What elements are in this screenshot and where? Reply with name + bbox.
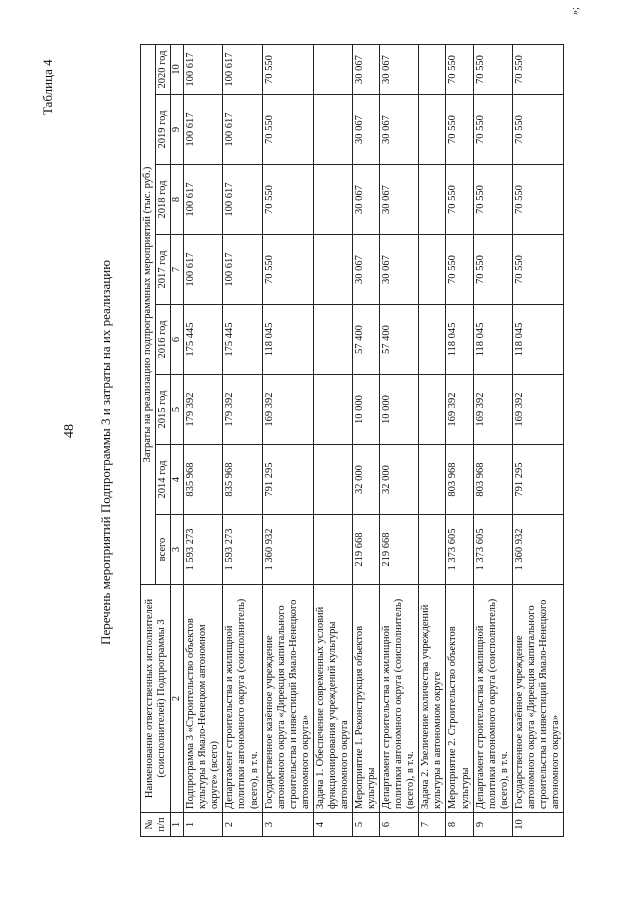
cost-cell: [419, 375, 446, 445]
cost-cell: 30 067: [353, 165, 380, 235]
row-name: Государственное казённое учреждение автономного округа «Дирекция капитального строительства и инвестиций Ямало-Ненецкого автономного округа»: [512, 585, 563, 813]
cost-cell: 803 968: [446, 445, 473, 515]
table-row: [512, 45, 563, 837]
table-row: [446, 45, 473, 837]
cost-cell: [419, 45, 446, 95]
cost-cell: 118 045: [512, 305, 563, 375]
cost-cell: 70 550: [473, 235, 512, 305]
cost-cell: 30 067: [353, 95, 380, 165]
cost-cell: 1 593 273: [184, 515, 223, 585]
cost-cell: 70 550: [473, 45, 512, 95]
table-row: [223, 45, 262, 837]
cost-cell: [313, 515, 352, 585]
row-name: Задача 1. Обеспечение современных условий функционирования учреждений культуры автономного округа: [313, 585, 352, 813]
cost-cell: 835 968: [184, 445, 223, 515]
cost-cell: 791 295: [512, 445, 563, 515]
cost-cell: 30 067: [380, 95, 419, 165]
header-name: Наименование ответственных исполнителей (соисполнителей) Подпрограммы 3: [141, 585, 171, 813]
cost-cell: 169 392: [473, 375, 512, 445]
cost-cell: 118 045: [473, 305, 512, 375]
row-name: Мероприятие 1. Реконструкция объектов культуры: [353, 585, 380, 813]
cost-cell: 70 550: [262, 95, 313, 165]
row-name: Мероприятие 2. Строительство объектов культуры: [446, 585, 473, 813]
cost-cell: 32 000: [353, 445, 380, 515]
cost-cell: [313, 45, 352, 95]
cost-cell: 10 000: [380, 375, 419, 445]
cost-cell: 118 045: [262, 305, 313, 375]
cost-cell: [313, 95, 352, 165]
row-name: Департамент строительства и жилищной политики автономного округа (соисполнитель) (всего), в т.ч.: [473, 585, 512, 813]
row-number: 7: [419, 813, 446, 837]
cost-cell: 100 617: [184, 95, 223, 165]
index-cell: 8: [171, 165, 184, 235]
cost-cell: [313, 375, 352, 445]
index-cell: 10: [171, 45, 184, 95]
header-no: № п/п: [141, 813, 171, 837]
cost-cell: 100 617: [223, 235, 262, 305]
row-number: 2: [223, 813, 262, 837]
cost-cell: 70 550: [446, 235, 473, 305]
costs-table: [140, 44, 564, 837]
cost-cell: 30 067: [380, 45, 419, 95]
index-cell: 9: [171, 95, 184, 165]
row-number: 6: [380, 813, 419, 837]
cost-cell: 70 550: [262, 165, 313, 235]
cost-cell: 1 373 605: [446, 515, 473, 585]
index-cell: 5: [171, 375, 184, 445]
cost-cell: 791 295: [262, 445, 313, 515]
cost-cell: 179 392: [223, 375, 262, 445]
cost-cell: 30 067: [380, 235, 419, 305]
cost-cell: 70 550: [446, 95, 473, 165]
row-number: 10: [512, 813, 563, 837]
cost-cell: 169 392: [262, 375, 313, 445]
cost-cell: 219 668: [353, 515, 380, 585]
header-year: 2020 год: [156, 45, 171, 95]
cost-cell: 57 400: [380, 305, 419, 375]
cost-cell: 1 593 273: [223, 515, 262, 585]
table-row: [380, 45, 419, 837]
cost-cell: 100 617: [184, 45, 223, 95]
header-index-row: [171, 45, 184, 837]
cost-cell: 57 400: [353, 305, 380, 375]
row-number: 5: [353, 813, 380, 837]
row-number: 3: [262, 813, 313, 837]
cost-cell: 100 617: [184, 165, 223, 235]
cost-cell: 70 550: [473, 95, 512, 165]
cost-cell: 1 360 932: [512, 515, 563, 585]
index-cell: 1: [171, 813, 184, 837]
cost-cell: 70 550: [262, 45, 313, 95]
cost-cell: 30 067: [353, 235, 380, 305]
header-year: 2015 год: [156, 375, 171, 445]
cost-cell: 70 550: [512, 95, 563, 165]
header-year: 2019 год: [156, 95, 171, 165]
cost-cell: 169 392: [512, 375, 563, 445]
header-year: 2018 год: [156, 165, 171, 235]
header-year: 2016 год: [156, 305, 171, 375]
cost-cell: 1 373 605: [473, 515, 512, 585]
cost-cell: 32 000: [380, 445, 419, 515]
cost-cell: [313, 445, 352, 515]
table-row: [313, 45, 352, 837]
cost-cell: [419, 515, 446, 585]
row-name: Департамент строительства и жилищной политики автономного округа (соисполнитель) (всего), в т.ч.: [223, 585, 262, 813]
table-row: [353, 45, 380, 837]
cost-cell: 70 550: [473, 165, 512, 235]
header-costs: Затраты на реализацию подпрограммных мероприятий (тыс. руб.): [141, 45, 156, 585]
cost-cell: [419, 235, 446, 305]
cost-cell: 70 550: [512, 45, 563, 95]
table-label: Таблица 4: [40, 59, 55, 115]
cost-cell: 70 550: [512, 235, 563, 305]
table-row: [262, 45, 313, 837]
cost-cell: 100 617: [223, 95, 262, 165]
closing-mark: »;: [570, 7, 581, 15]
row-number: 9: [473, 813, 512, 837]
cost-cell: [419, 165, 446, 235]
header-year: 2017 год: [156, 235, 171, 305]
row-number: 8: [446, 813, 473, 837]
index-cell: 2: [171, 585, 184, 813]
cost-cell: 803 968: [473, 445, 512, 515]
cost-cell: 219 668: [380, 515, 419, 585]
cost-cell: 118 045: [446, 305, 473, 375]
cost-cell: 30 067: [380, 165, 419, 235]
cost-cell: 70 550: [262, 235, 313, 305]
cost-cell: [419, 95, 446, 165]
cost-cell: 175 445: [223, 305, 262, 375]
cost-cell: [313, 165, 352, 235]
row-number: 1: [184, 813, 223, 837]
cost-cell: 100 617: [223, 45, 262, 95]
table-row: [184, 45, 223, 837]
row-number: 4: [313, 813, 352, 837]
index-cell: 3: [171, 515, 184, 585]
cost-cell: 1 360 932: [262, 515, 313, 585]
cost-cell: 100 617: [223, 165, 262, 235]
row-name: Подпрограмма 3 «Строительство объектов культуры в Ямало-Ненецком автономном округе» (всего): [184, 585, 223, 813]
cost-cell: 70 550: [446, 45, 473, 95]
cost-cell: 179 392: [184, 375, 223, 445]
page-number: 48: [62, 424, 77, 438]
cost-cell: [419, 305, 446, 375]
cost-cell: 10 000: [353, 375, 380, 445]
cost-cell: 835 968: [223, 445, 262, 515]
index-cell: 6: [171, 305, 184, 375]
document-title: Перечень мероприятий Подпрограммы 3 и затраты на их реализацию: [98, 260, 113, 645]
cost-cell: [313, 235, 352, 305]
cost-cell: 175 445: [184, 305, 223, 375]
cost-cell: 100 617: [184, 235, 223, 305]
table-row: [473, 45, 512, 837]
row-name: Государственное казённое учреждение автономного округа «Дирекция капитального строительства и инвестиций Ямало-Ненецкого автономного округа»: [262, 585, 313, 813]
header-year: 2014 год: [156, 445, 171, 515]
header-year: всего: [156, 515, 171, 585]
cost-cell: 70 550: [446, 165, 473, 235]
cost-cell: 70 550: [512, 165, 563, 235]
row-name: Департамент строительства и жилищной политики автономного округа (соисполнитель) (всего), в т.ч.: [380, 585, 419, 813]
index-cell: 4: [171, 445, 184, 515]
cost-cell: [419, 445, 446, 515]
table-row: [419, 45, 446, 837]
cost-cell: 169 392: [446, 375, 473, 445]
cost-cell: [313, 305, 352, 375]
row-name: Задача 2. Увеличение количества учреждений культуры в автономном округе: [419, 585, 446, 813]
cost-cell: 30 067: [353, 45, 380, 95]
index-cell: 7: [171, 235, 184, 305]
